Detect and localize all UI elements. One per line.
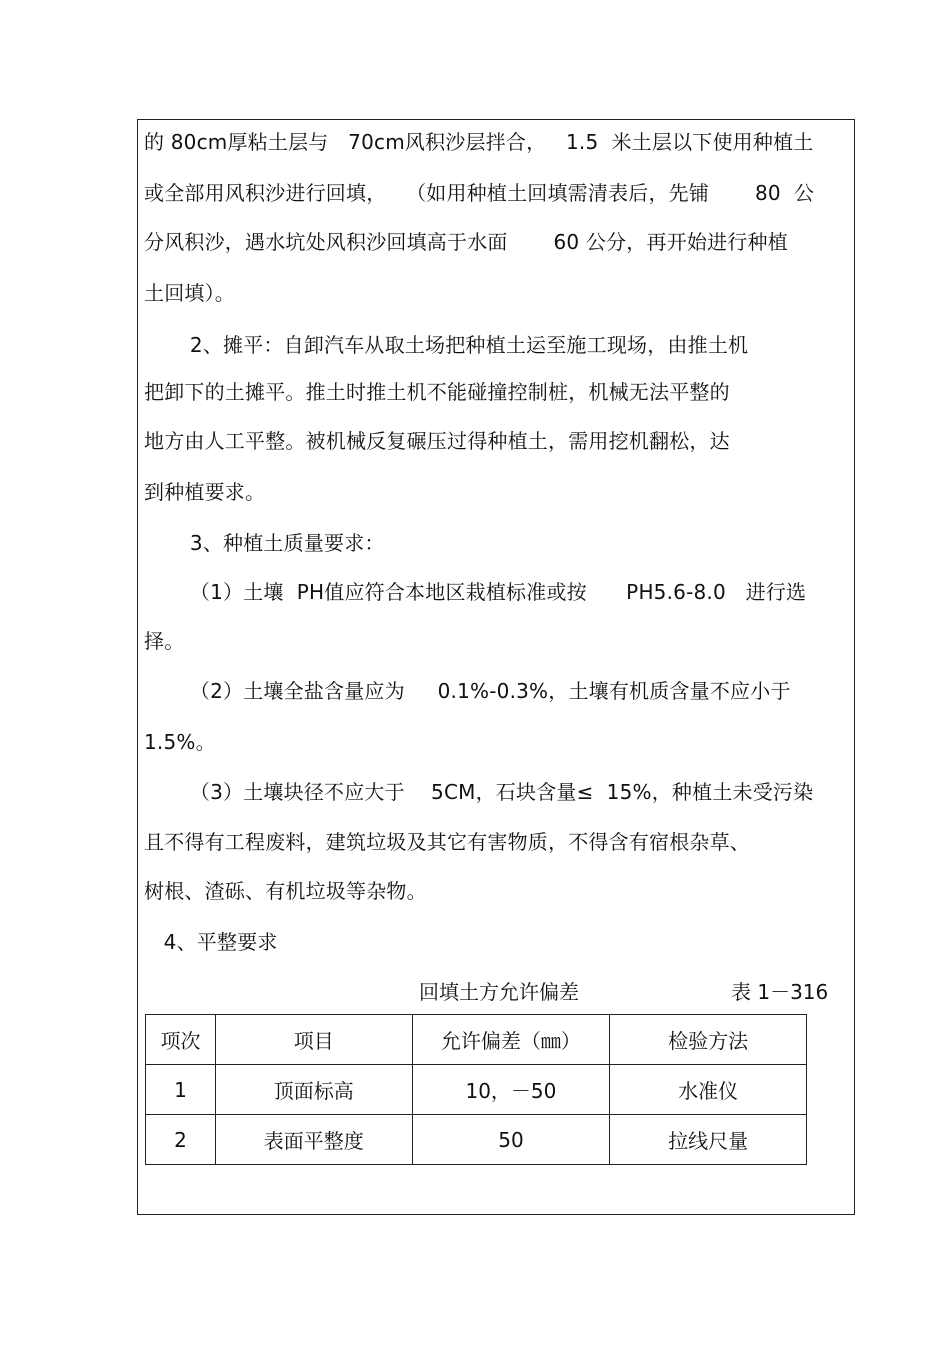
table-header-row [146,1015,807,1065]
table-number: 表 1－316 [731,980,829,1004]
paragraph-line: 的 80cm厚粘土层与 70cm风积沙层拌合， 1.5 米土层以下使用种植土 [144,130,814,154]
header-cell: 项次 [146,1015,216,1065]
paragraph-line: 1.5%。 [144,730,216,754]
paragraph-line: （2）土壤全盐含量应为 0.1%-0.3%，土壤有机质含量不应小于 [144,679,791,703]
paragraph-line: 把卸下的土摊平。推土时推土机不能碰撞控制桩，机械无法平整的 [144,380,730,404]
section-heading: 3、种植土质量要求： [144,531,385,555]
paragraph-line: 或全部用风积沙进行回填， （如用种植土回填需清表后，先铺 80 公 [144,181,815,205]
paragraph-line: 地方由人工平整。被机械反复碾压过得种植土，需用挖机翻松，达 [144,429,730,453]
table-title: 回填土方允许偏差 [419,980,579,1004]
table-cell: 1 [146,1065,216,1115]
table-cell: 水准仪 [610,1065,807,1115]
table-cell: 2 [146,1115,216,1165]
paragraph-line: （3）土壤块径不应大于 5CM，石块含量≤ 15%，种植土未受污染 [144,780,814,804]
paragraph-line: 且不得有工程废料，建筑垃圾及其它有害物质，不得含有宿根杂草、 [144,830,750,854]
paragraph-line: 分风积沙，遇水坑处风积沙回填高于水面 60 公分，再开始进行种植 [144,230,788,254]
table-row [146,1065,807,1115]
paragraph-line: 择。 [144,629,185,653]
paragraph-line: 树根、渣砾、有机垃圾等杂物。 [144,879,427,903]
header-cell: 检验方法 [610,1015,807,1065]
paragraph-line: （1）土壤 PH值应符合本地区栽植标准或按 PH5.6-8.0 进行选 [144,580,807,604]
paragraph-line: 土回填）。 [144,281,235,305]
paragraph-line: 2、摊平：自卸汽车从取土场把种植土运至施工现场，由推土机 [144,333,749,357]
table-cell: 表面平整度 [215,1115,412,1165]
header-cell: 允许偏差（㎜） [412,1015,610,1065]
table-cell: 10，－50 [412,1065,610,1115]
table-cell: 50 [412,1115,610,1165]
paragraph-line: 到种植要求。 [144,480,266,504]
table-cell: 拉线尺量 [610,1115,807,1165]
section-heading: 4、平整要求 [144,930,278,954]
table-row [146,1115,807,1165]
deviation-table [145,1014,807,1165]
table-cell: 顶面标高 [215,1065,412,1115]
header-cell: 项目 [215,1015,412,1065]
